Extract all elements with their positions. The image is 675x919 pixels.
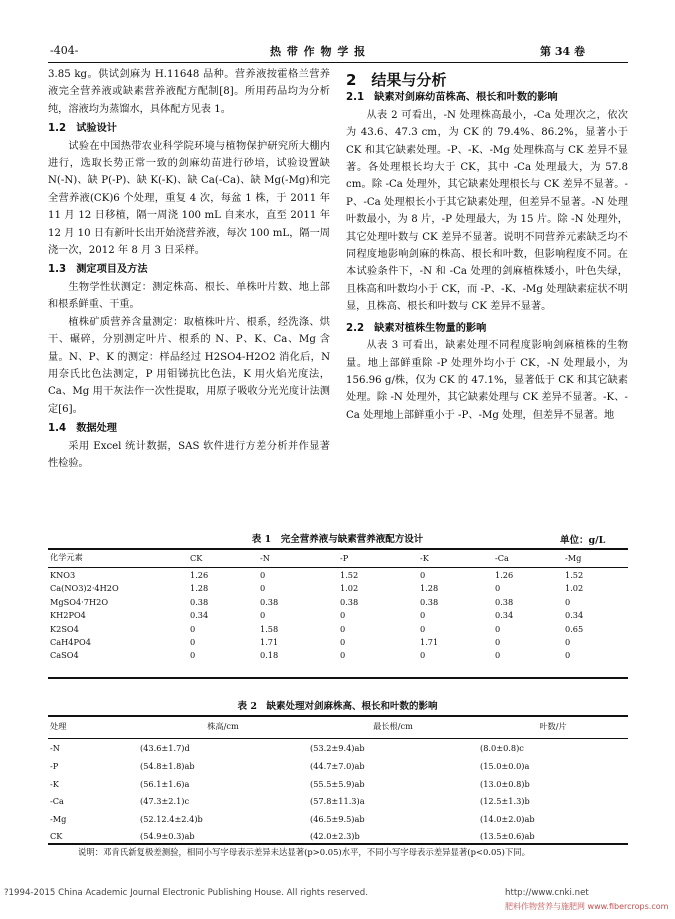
table-1-bottom-rule (48, 677, 628, 679)
table-cell: -N (50, 743, 60, 754)
table-cell: CaH4PO4 (50, 637, 91, 648)
table-cell: 1.28 (420, 583, 439, 594)
table-cell: -Mg (50, 813, 67, 824)
table-1-header: -Ca (495, 552, 509, 563)
table-cell: (56.1±1.6)a (140, 778, 190, 789)
table-cell: (42.0±2.3)b (310, 831, 360, 842)
table-cell: (43.6±1.7)d (140, 743, 190, 754)
table-cell: 0 (495, 623, 501, 634)
section-1-2-heading: 1.2 试验设计 (48, 123, 117, 135)
table-1-header: -N (260, 552, 270, 563)
table-2-header: 处理 (50, 721, 67, 732)
table-cell: (52.12.4±2.4)b (140, 813, 203, 824)
table-cell: 1.52 (340, 570, 359, 581)
table-2-note: 说明：邓肯氏新复极差测验，相同小写字母表示差异未达显著(p>0.05)水平，不同小写字母表示差异显著(p<0.05)下同。 (78, 847, 530, 857)
table-cell: KH2PO4 (50, 610, 86, 621)
table-cell: (54.9±0.3)ab (140, 831, 195, 842)
header-rule (48, 62, 628, 63)
table-1-header: -P (340, 552, 349, 563)
table-2-header-row (48, 718, 628, 736)
section-1-3-body-1: 生物学性状测定：测定株高、根长、单株叶片数、地上部和根系鲜重、干重。 (48, 281, 330, 311)
table-cell: (57.8±11.3)a (310, 796, 365, 807)
table-cell: 0.18 (260, 650, 279, 661)
table-1-top-rule (48, 548, 628, 550)
table-cell: 0.38 (260, 596, 279, 607)
table-cell: 0 (260, 610, 266, 621)
table-2 (48, 718, 628, 845)
table-1-unit: 单位：g/L (560, 535, 606, 546)
table-cell: -K (50, 778, 59, 789)
table-2-header: 株高/cm (207, 721, 239, 732)
table-cell: 0 (420, 610, 426, 621)
table-cell: 1.26 (190, 570, 209, 581)
table-cell: (15.0±0.0)a (480, 760, 530, 771)
right-column (346, 72, 628, 424)
section-1-3-heading: 1.3 测定项目及方法 (48, 264, 148, 276)
table-1-header: -Mg (565, 552, 582, 563)
table-cell: 0 (340, 623, 346, 634)
section-1-4-heading: 1.4 数据处理 (48, 423, 117, 435)
table-cell: CK (50, 831, 63, 842)
table-cell: 0 (260, 583, 266, 594)
section-1-4-body: 采用 Excel 统计数据，SAS 软件进行方差分析并作显著性检验。 (48, 440, 330, 469)
section-1-2-body: 试验在中国热带农业科学院环境与植物保护研究所大棚内进行，选取长势正常一致的剑麻幼苗进行砂培，试验设置缺 N(-N)、缺 P(-P)、缺 K(-K)、缺 Ca(-Ca)、缺 Mg(-Mg)和完全营养液(CK)6 个处理，重复 4 次，每盆 1 株，于 2011 年 11 月 12 日移植，隔一周浇 100 mL 自来水，直至 2011 年 12 月 10 日有新叶长出开始浇营养液，每次 100 mL，隔一周浇一次，2012 年 8 月 3 日采样。 (48, 140, 330, 257)
left-column (48, 66, 330, 472)
table-2-header: 叶数/片 (539, 721, 567, 732)
table-row (48, 595, 628, 608)
table-row (48, 649, 628, 662)
table-1-header: 化学元素 (50, 552, 83, 563)
table-row (48, 568, 628, 581)
table-row (48, 810, 628, 828)
table-cell: 0.34 (190, 610, 209, 621)
table-cell: K2SO4 (50, 623, 79, 634)
table-cell: (14.0±2.0)ab (480, 813, 535, 824)
table-cell: 0.38 (420, 596, 439, 607)
table-2-title: 表 2 缺素处理对剑麻株高、根长和叶数的影响 (237, 701, 438, 712)
table-cell: (54.8±1.8)ab (140, 760, 195, 771)
table-cell: 0 (340, 637, 346, 648)
table-cell: (13.0±0.8)b (480, 778, 530, 789)
table-cell: (44.7±7.0)ab (310, 760, 365, 771)
table-cell: 0.34 (565, 610, 584, 621)
table-1-header: CK (190, 552, 203, 563)
table-cell: 1.02 (565, 583, 584, 594)
table-cell: (53.2±9.4)ab (310, 743, 365, 754)
table-cell: (46.5±9.5)ab (310, 813, 365, 824)
journal-name: 热 带 作 物 学 报 (270, 45, 367, 58)
table-cell: (47.3±2.1)c (140, 796, 190, 807)
table-cell: 1.71 (420, 637, 439, 648)
table-cell: 0 (190, 650, 196, 661)
table-cell: 0 (495, 650, 501, 661)
table-cell: 0 (340, 610, 346, 621)
cnki-link[interactable]: http://www.cnki.net (505, 888, 589, 898)
table-cell: 1.26 (495, 570, 514, 581)
table-cell: (8.0±0.8)c (480, 743, 524, 754)
watermark-text: 肥料作物营养与施肥网 www.fibercrops.com (505, 902, 669, 911)
table-cell: 0 (495, 583, 501, 594)
section-2-1-heading: 2.1 缺素对剑麻幼苗株高、根长和叶数的影响 (346, 92, 558, 104)
table-cell: 1.71 (260, 637, 279, 648)
table-cell: 0.38 (190, 596, 209, 607)
table-cell: 1.28 (190, 583, 209, 594)
table-cell: 0 (565, 637, 571, 648)
table-1-title: 表 1 完全营养液与缺素营养液配方设计 (251, 534, 424, 545)
table-cell: 0.34 (495, 610, 514, 621)
table-row (48, 622, 628, 635)
section-2-2-body: 从表 3 可看出，缺素处理不同程度影响剑麻植株的生物量。地上部鲜重除 -P 处理外均小于 CK，-N 处理最小，为 156.96 g/株，仅为 CK 的 47.1%，显著低于 CK 和其它缺素处理。除 -N 处理外，其它缺素处理与 CK 差异不显著。-K、-Ca 处理地上部鲜重小于 -P、-Mg 处理，但差异不显著。地 (346, 340, 628, 421)
table-cell: 0 (260, 570, 266, 581)
table-cell: (55.5±5.9)ab (310, 778, 365, 789)
table-row (48, 740, 628, 758)
table-cell: -Ca (50, 796, 64, 807)
table-cell: 0 (565, 650, 571, 661)
table-cell: 0 (420, 650, 426, 661)
section-2-1-body: 从表 2 可看出，-N 处理株高最小，-Ca 处理次之，依次为 43.6、47.3 cm，为 CK 的 79.4%、86.2%，显著小于 CK 和其它缺素处理。-P、-K、-Mg 处理株高与 CK 差异不显著。各处理根长均大于 CK，其中 -Ca 处理最大，为 57.8 cm。除 -Ca 处理外，其它缺素处理根长与 CK 差异不显著。-P、-Ca 处理根长小于其它缺素处理，但差异不显著。-N 处理叶数最小，为 8 片，-P 处理最大，为 15 片。除 -N 处理外，其它处理叶数与 CK 差异不显著。说明不同营养元素缺乏均不同程度地影响剑麻的株高、根长和叶数，但影响程度不同。在本试验条件下，-N 和 -Ca 处理的剑麻植株矮小，叶色失绿，且株高和叶数均小于 CK，而 -P、-K、-Mg 处理缺素症状不明显，且株高、根长和叶数与 CK 差异不显著。 (346, 109, 628, 313)
table-cell: 0.65 (565, 623, 584, 634)
table-cell: MgSO4·7H2O (50, 596, 109, 607)
section-1-3-body-2: 植株矿质营养含量测定：取植株叶片、根系，经洗涤、烘干、碾碎，分别测定叶片、根系的 N、P、K、Ca、Mg 含量。N、P、K 的测定：样品经过 H2SO4-H2O2 消化后，N 用奈氏比色法测定，P 用钼锑抗比色法，K 用火焰光度法，Ca、Mg 用干灰法作一次性提取，用原子吸收分光光度计法测定[6]。 (48, 316, 330, 415)
table-cell: -P (50, 760, 59, 771)
table-cell: 0 (190, 637, 196, 648)
table-2-bottom-rule (48, 843, 628, 845)
table-cell: (12.5±1.3)b (480, 796, 530, 807)
table-cell: 1.58 (260, 623, 279, 634)
table-row (48, 582, 628, 595)
copyright-text: ?1994-2015 China Academic Journal Electronic Publishing House. All rights reserved. (4, 888, 368, 898)
table-cell: 0 (420, 570, 426, 581)
table-cell: 0 (420, 623, 426, 634)
table-row (48, 757, 628, 775)
table-cell: 0 (495, 637, 501, 648)
table-2-top-rule (48, 715, 628, 717)
table-2-header: 最长根/cm (373, 721, 413, 732)
section-2-heading: 2 结果与分析 (346, 71, 447, 89)
table-row (48, 775, 628, 793)
table-cell: 0 (340, 650, 346, 661)
table-cell: 0.38 (340, 596, 359, 607)
table-row (48, 635, 628, 648)
volume-label: 第 34 卷 (540, 45, 585, 58)
table-cell: 0 (190, 623, 196, 634)
page-number: -404- (50, 44, 79, 57)
table-1 (48, 551, 628, 662)
table-1-header: -K (420, 552, 429, 563)
section-2-2-heading: 2.2 缺素对植株生物量的影响 (346, 322, 487, 334)
table-cell: 0.38 (495, 596, 514, 607)
table-cell: Ca(NO3)2·4H2O (50, 583, 119, 594)
table-cell: CaSO4 (50, 650, 79, 661)
intro-paragraph: 3.85 kg。供试剑麻为 H.11648 品种。营养液按霍格兰营养液完全营养液或缺素营养液配方配制[8]。所用药品均为分析纯，溶液均为蒸馏水，具体配方见表 1。 (48, 69, 330, 115)
table-cell: KNO3 (50, 570, 76, 581)
table-cell: 0 (565, 596, 571, 607)
table-row (48, 792, 628, 810)
table-cell: (13.5±0.6)ab (480, 831, 535, 842)
table-cell: 1.52 (565, 570, 584, 581)
table-cell: 1.02 (340, 583, 359, 594)
table-1-header-row (48, 551, 628, 564)
table-row (48, 609, 628, 622)
